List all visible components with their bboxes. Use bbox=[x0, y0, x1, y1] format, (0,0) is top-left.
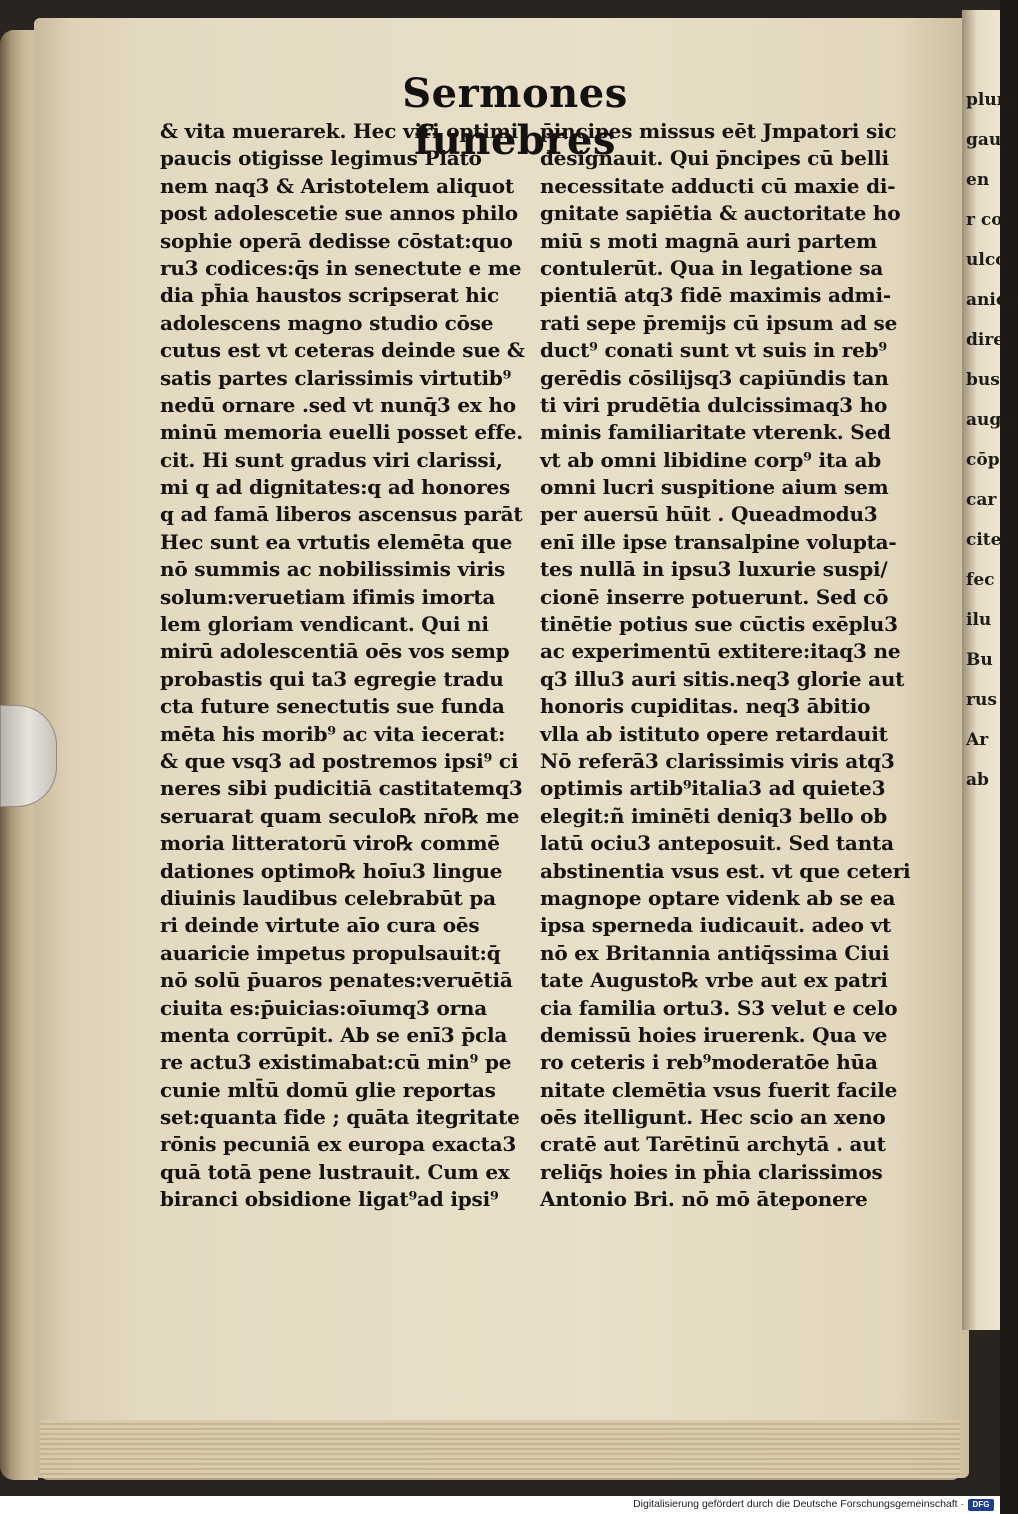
facing-page-fragment: r co bbox=[966, 210, 1003, 230]
text-line: ti viri prudētia dulcissimaq3 ho bbox=[540, 392, 888, 417]
text-line: vlla ab istituto opere retardauit bbox=[540, 721, 888, 746]
text-line: solum:veruetiam ifimis imorta bbox=[160, 584, 496, 609]
facing-page-fragment: rus bbox=[966, 690, 997, 710]
text-line: pientiā atq3 fidē maximis admi- bbox=[540, 283, 891, 308]
text-line: nedū ornare .sed vt nunq̄3 ex ho bbox=[160, 392, 516, 417]
text-line: enī ille ipse transalpine volupta- bbox=[540, 529, 897, 554]
text-line: optimis artib⁹italia3 ad quiete3 bbox=[540, 776, 886, 801]
facing-page-fragment: auge bbox=[966, 410, 1013, 430]
facing-page-edge bbox=[962, 10, 1018, 1330]
facing-page-fragment: bus bbox=[966, 370, 1000, 390]
text-line: q ad famā liberos ascensus parāt bbox=[160, 502, 523, 527]
text-line: abstinentia vsus est. vt que ceteri bbox=[540, 858, 911, 883]
text-line: mirū adolescentiā oēs vos semp bbox=[160, 639, 510, 664]
text-line: set:quanta fide ; quāta itegritate bbox=[160, 1105, 520, 1130]
facing-page-fragment: fec bbox=[966, 570, 995, 590]
text-line: minū memoria euelli posset effe. bbox=[160, 420, 523, 445]
text-line: rati sepe p̄remijs cū ipsum ad se bbox=[540, 310, 898, 335]
text-line: magnope optare videnk ab se ea bbox=[540, 885, 896, 910]
text-line: & vita muerarek. Hec viri optimi bbox=[160, 119, 518, 143]
text-line: seruarat quam seculo℞ nr̄o℞ me bbox=[160, 803, 520, 828]
text-line: lem gloriam vendicant. Qui ni bbox=[160, 612, 489, 637]
text-line: probastis qui ta3 egregie tradu bbox=[160, 666, 504, 691]
text-line: ri deinde virtute aīo cura oēs bbox=[160, 913, 480, 938]
text-line: p̄incipes missus eēt Jmpatori sic bbox=[540, 119, 897, 143]
facing-page-fragment: Ar bbox=[966, 730, 989, 750]
text-line: gerēdis cōsilijsq3 capiūndis tan bbox=[540, 365, 889, 390]
text-line: nitate clemētia vsus fuerit facile bbox=[540, 1077, 898, 1102]
text-line: rōnis pecuniā ex europa exacta3 bbox=[160, 1132, 517, 1157]
text-line: nem naq3 & Aristotelem aliquot bbox=[160, 173, 514, 198]
text-line: quā totā pene lustrauit. Cum ex bbox=[160, 1159, 510, 1184]
text-line: nō summis ac nobilissimis viris bbox=[160, 557, 506, 582]
text-line: cia familia ortu3. S3 velut e celo bbox=[540, 995, 898, 1020]
text-line: mēta his morib⁹ ac vita iecerat: bbox=[160, 721, 506, 746]
text-line: cutus est vt ceteras deinde sue & bbox=[160, 338, 525, 363]
right-text-column bbox=[540, 118, 911, 1214]
text-line: Hec sunt ea vrtutis elemēta que bbox=[160, 529, 513, 554]
text-line: tes nullā in ipsu3 luxurie suspi/ bbox=[540, 557, 888, 582]
dfg-logo: DFG bbox=[968, 1499, 994, 1511]
facing-page-fragment: cōp bbox=[966, 450, 1000, 470]
text-line: & que vsq3 ad postremos ipsi⁹ ci bbox=[160, 748, 519, 773]
text-line: vt ab omni libidine corp⁹ ita ab bbox=[540, 447, 881, 472]
text-line: cta future senectutis sue funda bbox=[160, 694, 505, 719]
text-line: q3 illu3 auri sitis.neq3 glorie aut bbox=[540, 666, 905, 691]
text-line: miū s moti magnā auri partem bbox=[540, 228, 877, 253]
facing-page-fragment: ilu bbox=[966, 610, 992, 630]
facing-page-fragment: car bbox=[966, 490, 997, 510]
text-line: honoris cupiditas. neq3 ābitio bbox=[540, 694, 871, 719]
text-line: re actu3 existimabat:cū min⁹ pe bbox=[160, 1050, 512, 1075]
facing-page-fragment: gau bbox=[966, 130, 1002, 150]
facing-page-fragment: anico bbox=[966, 290, 1018, 310]
text-line: diuinis laudibus celebrabūt pa bbox=[160, 885, 496, 910]
text-line: oēs itelligunt. Hec scio an xeno bbox=[540, 1105, 886, 1130]
text-line: gnitate sapiētia & auctoritate ho bbox=[540, 201, 901, 226]
text-line: post adolescetie sue annos philo bbox=[160, 201, 518, 226]
facing-page-fragment: ulco bbox=[966, 250, 1007, 270]
facing-page-fragment: en bbox=[966, 170, 990, 190]
page-title: Sermones funebres bbox=[402, 70, 628, 164]
text-line: tinētie potius sue cūctis exēplu3 bbox=[540, 612, 898, 637]
text-line: auaricie impetus propulsauit:q̄ bbox=[160, 940, 501, 965]
text-line: Nō referā3 clarissimis viris atq3 bbox=[540, 748, 895, 773]
text-line: ciuita es:p̄uicias:oīumq3 orna bbox=[160, 995, 488, 1020]
text-line: reliq̄s hoies in ph̄ia clarissimos bbox=[540, 1159, 883, 1184]
text-line: omni lucri suspitione aium sem bbox=[540, 475, 889, 500]
page-stack-edge bbox=[40, 1420, 960, 1480]
text-line: elegit:ñ iminēti deniq3 bello ob bbox=[540, 803, 888, 828]
facing-page-fragment: Bu bbox=[966, 650, 993, 670]
facing-page-fragment: ab bbox=[966, 770, 989, 790]
text-line: satis partes clarissimis virtutib⁹ bbox=[160, 365, 512, 390]
text-line: menta corrūpit. Ab se enī3 p̄cla bbox=[160, 1022, 508, 1047]
text-line: Antonio Bri. nō mō āteponere bbox=[540, 1187, 868, 1212]
text-line: per auersū hūit . Queadmodu3 bbox=[540, 502, 878, 527]
text-line: demissū hoies iruerenk. Qua ve bbox=[540, 1022, 888, 1047]
text-line: moria litteratorū viro℞ commē bbox=[160, 831, 500, 856]
text-line: dationes optimo℞ hoīu3 lingue bbox=[160, 858, 503, 883]
text-line: cratē aut Tarētinū archytā . aut bbox=[540, 1132, 886, 1157]
text-line: ro ceteris i reb⁹moderatōe hūa bbox=[540, 1050, 878, 1075]
text-line: paucis otigisse legimus Plato bbox=[160, 146, 482, 171]
text-line: cit. Hi sunt gradus viri clarissi, bbox=[160, 447, 503, 472]
page-clip bbox=[0, 705, 57, 807]
facing-page-fragment: plura bbox=[966, 90, 1017, 110]
text-line: adolescens magno studio cōse bbox=[160, 310, 494, 335]
text-line: cunie mlt̄ū domū glie reportas bbox=[160, 1077, 496, 1102]
text-line: tate Augusto℞ vrbe aut ex patri bbox=[540, 968, 888, 993]
text-line: ipsa sperneda iudicauit. adeo vt bbox=[540, 913, 892, 938]
text-line: contulerūt. Qua in legatione sa bbox=[540, 255, 884, 280]
text-line: nō ex Britannia antiq̄ssima Ciui bbox=[540, 940, 890, 965]
text-line: minis familiaritate vterenk. Sed bbox=[540, 420, 891, 445]
text-line: duct⁹ conati sunt vt suis in reb⁹ bbox=[540, 338, 887, 363]
facing-page-fragment: dire bbox=[966, 330, 1005, 350]
facing-page-fragment: cite bbox=[966, 530, 1002, 550]
left-text-column bbox=[160, 118, 525, 1214]
text-line: ru3 codices:q̄s in senectute e me bbox=[160, 255, 522, 280]
text-line: mi q ad dignitates:q ad honores bbox=[160, 475, 511, 500]
text-line: cionē inserre potuerunt. Sed cō bbox=[540, 584, 889, 609]
text-line: neres sibi pudicitiā castitatemq3 bbox=[160, 776, 523, 801]
text-line: sophie operā dedisse cōstat:quo bbox=[160, 228, 513, 253]
text-line: ac experimentū extitere:itaq3 ne bbox=[540, 639, 901, 664]
text-line: latū ociu3 anteposuit. Sed tanta bbox=[540, 831, 894, 856]
text-line: biranci obsidione ligat⁹ad ipsi⁹ bbox=[160, 1187, 499, 1212]
text-line: designauit. Qui p̄ncipes cū belli bbox=[540, 146, 889, 171]
text-line: dia ph̄ia haustos scripserat hic bbox=[160, 283, 500, 308]
text-line: nō solū p̄uaros penates:veruētiā bbox=[160, 968, 513, 993]
text-line: necessitate adducti cū maxie di- bbox=[540, 173, 896, 198]
digitization-credit: Digitalisierung gefördert durch die Deutsche Forschungsgemeinschaft · bbox=[633, 1498, 964, 1510]
